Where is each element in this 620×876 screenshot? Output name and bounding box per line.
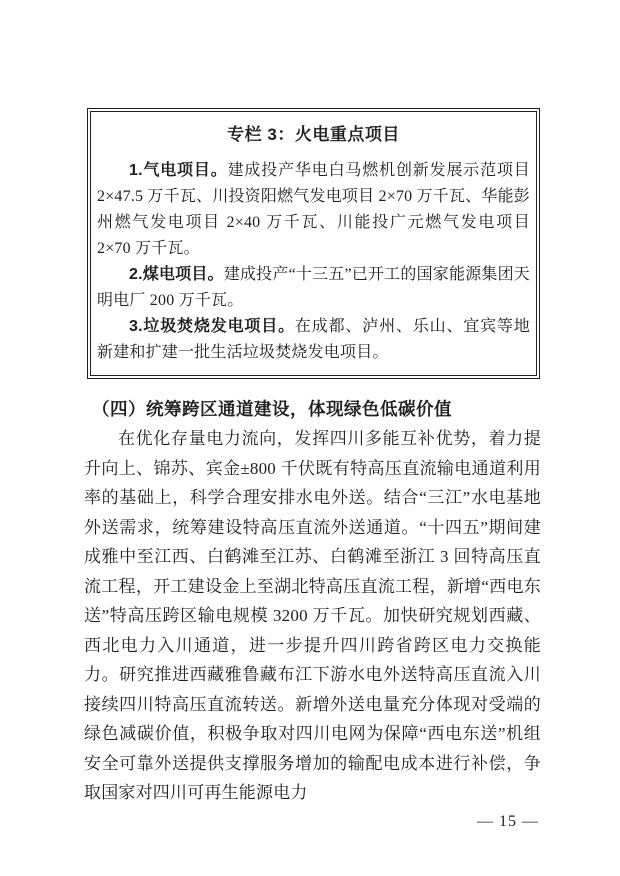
panel-item-waste-incineration-label: 3.垃圾焚烧发电项目。 <box>129 318 295 335</box>
panel-item-gas-power-label: 1.气电项目。 <box>129 162 228 179</box>
panel-item-coal-power <box>97 262 530 314</box>
panel-item-coal-power-text: 建成投产“十三五”已开工的国家能源集团天明电厂 200 万千瓦。 <box>97 266 530 309</box>
panel-item-gas-power <box>97 158 530 262</box>
page-number: — 15 — <box>477 812 539 830</box>
panel-item-waste-incineration-text: 在成都、泸州、乐山、宜宾等地新建和扩建一批生活垃圾焚烧发电项目。 <box>97 318 530 361</box>
panel-title: 专栏 3：火电重点项目 <box>227 125 400 144</box>
body-paragraph: 在优化存量电力流向，发挥四川多能互补优势，着力提升向上、锦苏、宾金±800 千伏既有特高压直流输电通道利用率的基础上，科学合理安排水电外送。结合“三江”水电基地外送需求，统筹建设特高压直流外送通道。“十四五”期间建成雅中至江西、白鹤滩至江苏、白鹤滩至浙江 3 回特高压直流工程，开工建设金上至湖北特高压直流工程，新增“西电东送”特高压跨区输电规模 3200 万千瓦。加快研究规划西藏、西北电力入川通道，进一步提升四川跨省跨区电力交换能力。研究推进西藏雅鲁藏布江下游水电外送特高压直流入川接续四川特高压直流转送。新增外送电量充分体现对受端的绿色减碳价值，积极争取对四川电网为保障“西电东送”机组安全可靠外送提供支撑服务增加的输配电成本进行补偿，争取国家对四川可再生能源电力 <box>84 429 541 802</box>
panel-item-coal-power-label: 2.煤电项目。 <box>129 266 224 283</box>
panel-item-gas-power-text: 建成投产华电白马燃机创新发展示范项目 2×47.5 万千瓦、川投资阳燃气发电项目 2×70 万千瓦、华能彭州燃气发电项目 2×40 万千瓦、川能投广元燃气发电项目 2×70 万千瓦。 <box>97 162 531 257</box>
panel-item-waste-incineration <box>97 314 530 366</box>
section-heading: （四）统筹跨区通道建设，体现绿色低碳价值 <box>92 399 452 419</box>
document-page-content <box>84 108 541 832</box>
key-projects-panel <box>87 108 540 379</box>
